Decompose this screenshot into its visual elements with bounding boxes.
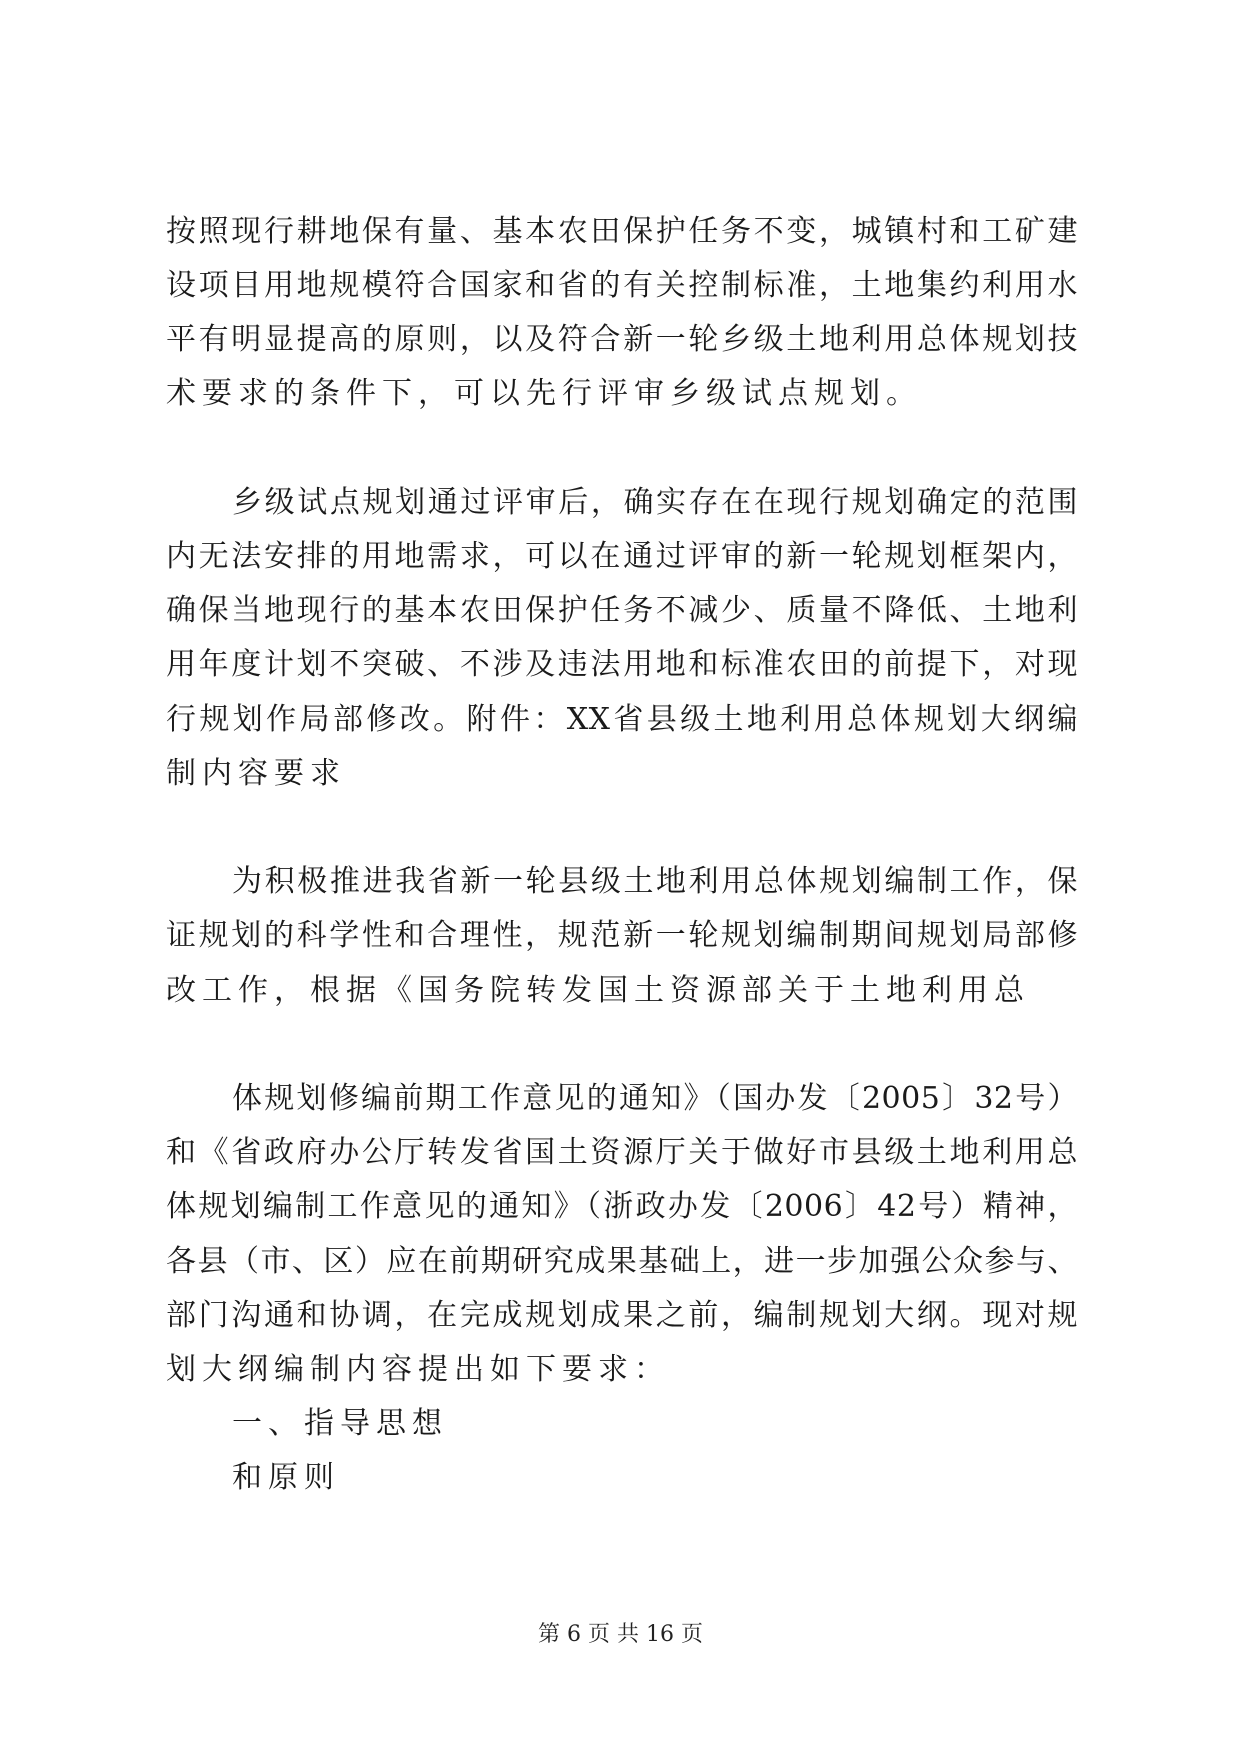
text-line: 设项目用地规模符合国家和省的有关控制标准，土地集约利用水 [166, 268, 1078, 303]
text-line: 确保当地现行的基本农田保护任务不减少、质量不降低、土地利 [166, 593, 1078, 628]
text-line: 和《省政府办公厅转发省国土资源厅关于做好市县级土地利用总 [166, 1135, 1078, 1170]
text-line: 为积极推进我省新一轮县级土地利用总体规划编制工作，保 [232, 864, 1078, 899]
section-heading: 一、指导思想 [232, 1406, 448, 1441]
text-line: 体规划修编前期工作意见的通知》（国办发〔2005〕32号） [232, 1081, 1078, 1116]
text-line: 证规划的科学性和合理性，规范新一轮规划编制期间规划局部修 [166, 918, 1078, 953]
text-line: 行规划作局部修改。附件：XX省县级土地利用总体规划大纲编 [166, 702, 1078, 737]
text-line: 各县（市、区）应在前期研究成果基础上，进一步加强公众参与、 [166, 1244, 1078, 1279]
text-line: 内无法安排的用地需求，可以在通过评审的新一轮规划框架内， [166, 539, 1078, 574]
text-line: 制内容要求 [166, 756, 346, 791]
text-line: 和原则 [232, 1460, 340, 1495]
page-number: 第 6 页 共 16 页 [538, 1622, 703, 1647]
text-line: 平有明显提高的原则，以及符合新一轮乡级土地利用总体规划技 [166, 322, 1078, 357]
text-line: 体规划编制工作意见的通知》（浙政办发〔2006〕42号）精神， [166, 1189, 1078, 1224]
text-line: 用年度计划不突破、不涉及违法用地和标准农田的前提下，对现 [166, 647, 1078, 682]
text-line: 改工作，根据《国务院转发国土资源部关于土地利用总 [166, 973, 1030, 1008]
text-line: 术要求的条件下，可以先行评审乡级试点规划。 [166, 376, 922, 411]
text-line: 部门沟通和协调，在完成规划成果之前，编制规划大纲。现对规 [166, 1298, 1078, 1333]
text-line: 划大纲编制内容提出如下要求： [166, 1352, 670, 1387]
text-line: 乡级试点规划通过评审后，确实存在在现行规划确定的范围 [232, 485, 1078, 520]
text-line: 按照现行耕地保有量、基本农田保护任务不变，城镇村和工矿建 [166, 214, 1078, 249]
